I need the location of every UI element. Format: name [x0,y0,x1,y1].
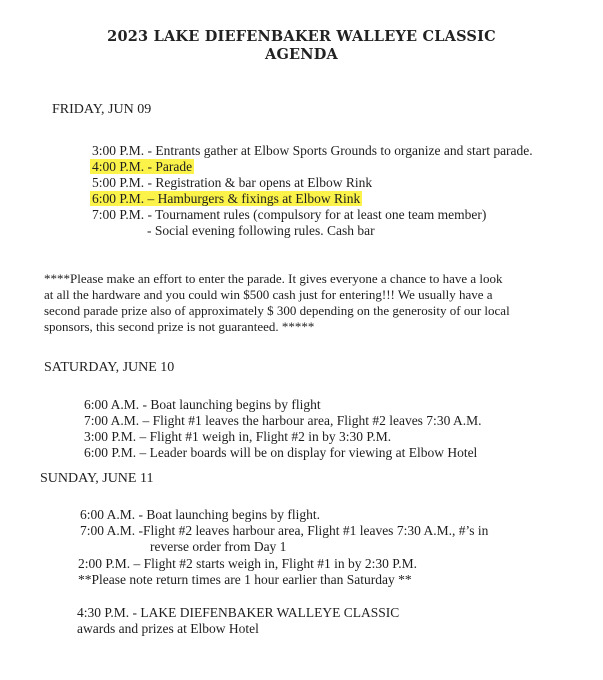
agenda-item: 6:00 A.M. - Boat launching begins by flight [84,397,321,412]
document-title: 2023 LAKE DIEFENBAKER WALLEYE CLASSIC [107,28,496,45]
agenda-item: 7:00 A.M. -Flight #2 leaves harbour area, Flight #1 leaves 7:30 A.M., #’s in [80,523,489,538]
saturday-heading: SATURDAY, JUNE 10 [44,360,175,375]
agenda-item: 6:00 A.M. - Boat launching begins by flight. [80,507,320,522]
sunday-heading: SUNDAY, JUNE 11 [40,471,154,486]
agenda-item-highlighted [92,191,362,207]
agenda-item-highlighted [92,159,194,175]
agenda-item: 6:00 P.M. – Leader boards will be on display for viewing at Elbow Hotel [84,445,478,460]
awards-line: awards and prizes at Elbow Hotel [77,621,259,636]
highlight: 6:00 P.M. – Hamburgers & fixings at Elbow Rink [92,191,361,206]
awards-line: 4:30 P.M. - LAKE DIEFENBAKER WALLEYE CLASSIC [77,605,400,620]
note-line: second parade prize also of approximately $ 300 depending on the generosity of our local [44,303,510,318]
agenda-item: 5:00 P.M. - Registration & bar opens at Elbow Rink [92,175,373,190]
agenda-item: 2:00 P.M. – Flight #2 starts weigh in, Flight #1 in by 2:30 P.M. [78,556,418,571]
note-line: sponsors, this second prize is not guaranteed. ***** [44,319,315,334]
friday-heading: FRIDAY, JUN 09 [52,102,152,117]
agenda-item-continuation: - Social evening following rules. Cash bar [147,223,375,238]
agenda-item: 7:00 A.M. – Flight #1 leaves the harbour area, Flight #2 leaves 7:30 A.M. [84,413,482,428]
document-subtitle: AGENDA [265,46,338,63]
agenda-item-continuation: reverse order from Day 1 [150,539,287,554]
highlight: 4:00 P.M. - Parade [92,159,193,174]
agenda-item: 7:00 P.M. - Tournament rules (compulsory for at least one team member) [92,207,487,222]
note-line: ****Please make an effort to enter the parade. It gives everyone a chance to have a look [44,271,503,286]
note-line: at all the hardware and you could win $500 cash just for entering!!! We usually have a [44,287,493,302]
agenda-item: 3:00 P.M. - Entrants gather at Elbow Sports Grounds to organize and start parade. [92,143,533,158]
return-times-note: **Please note return times are 1 hour earlier than Saturday ** [78,572,412,587]
agenda-item: 3:00 P.M. – Flight #1 weigh in, Flight #2 in by 3:30 P.M. [84,429,392,444]
parade-note [44,271,564,335]
